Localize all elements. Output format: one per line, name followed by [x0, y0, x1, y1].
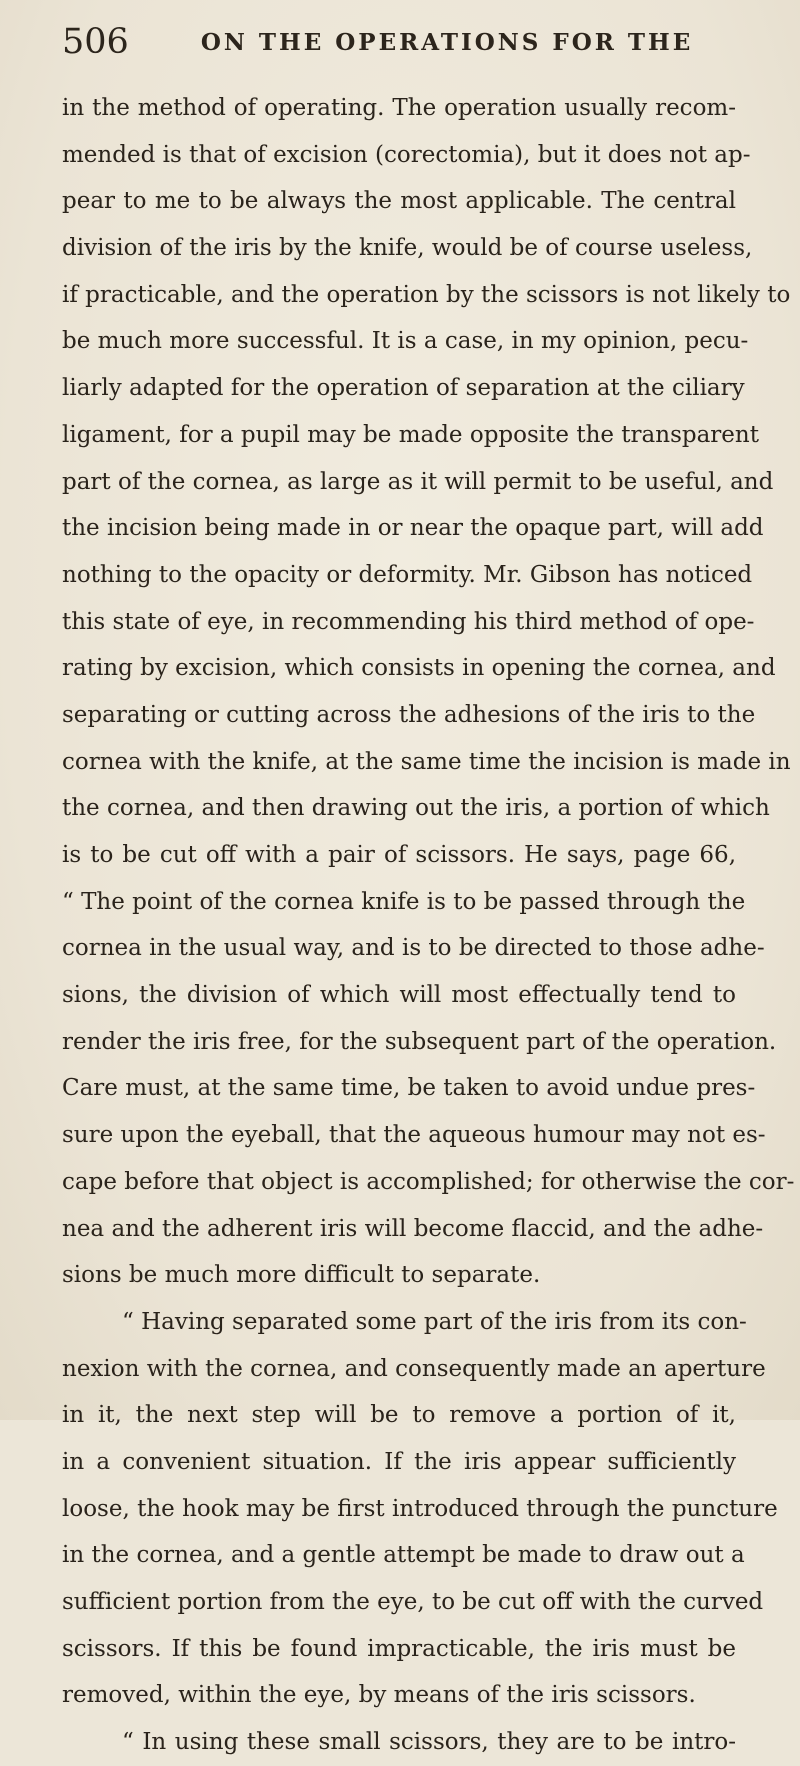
text-line: ligament, for a pupil may be made opposite the transparent — [62, 421, 759, 448]
text-line: this state of eye, in recommending his third method of ope- — [62, 608, 755, 635]
text-line: nea and the adherent iris will become flaccid, and the adhe- — [62, 1215, 764, 1242]
text-line: division of the iris by the knife, would be of course useless, — [62, 235, 753, 262]
text-line: cape before that object is accomplished; for otherwise the cor- — [62, 1168, 795, 1195]
text-line: nothing to the opacity or deformity. Mr. Gibson has noticed — [62, 561, 753, 588]
text-line: sions, the division of which will most effectually tend to — [62, 982, 736, 1009]
text-line: removed, within the eye, by means of the iris scissors. — [62, 1682, 696, 1709]
text-line: “ The point of the cornea knife is to be passed through the — [62, 888, 746, 915]
text-line: rating by excision, which consists in opening the cornea, and — [62, 655, 776, 682]
text-line: render the iris free, for the subsequent part of the operation. — [62, 1028, 777, 1055]
text-line: sufficient portion from the eye, to be cut off with the curved — [62, 1589, 764, 1615]
text-line: liarly adapted for the operation of separation at the ciliary — [62, 375, 745, 402]
text-line: separating or cutting across the adhesions of the iris to the — [62, 701, 756, 728]
text-line: be much more successful. It is a case, in my opinion, pecu- — [62, 328, 749, 355]
text-line: Care must, at the same time, be taken to avoid undue pres- — [62, 1075, 756, 1102]
text-line: part of the cornea, as large as it will permit to be useful, and — [62, 468, 774, 495]
text-line: in the method of operating. The operation usually recom- — [62, 95, 736, 121]
page-header — [62, 20, 702, 64]
text-line: in a convenient situation. If the iris appear sufficiently — [62, 1448, 736, 1475]
text-line: mended is that of excision (corectomia), but it does not ap- — [62, 141, 751, 168]
text-line: the cornea, and then drawing out the iris, a portion of which — [62, 795, 770, 822]
text-line: scissors. If this be found impracticable, the iris must be — [62, 1635, 736, 1662]
text-line: sions be much more difficult to separate. — [62, 1262, 541, 1289]
text-line: “ Having separated some part of the iris from its con- — [122, 1308, 747, 1335]
text-line: nexion with the cornea, and consequently made an aperture — [62, 1355, 766, 1382]
text-line: the incision being made in or near the opaque part, will add — [62, 515, 764, 542]
text-line: in it, the next step will be to remove a portion of it, — [62, 1402, 736, 1429]
text-line: pear to me to be always the most applicable. The central — [62, 188, 736, 215]
text-line: sure upon the eyeball, that the aqueous humour may not es- — [62, 1122, 766, 1149]
text-line: if practicable, and the operation by the scissors is not likely to — [62, 281, 791, 308]
text-line: “ In using these small scissors, they are to be intro- — [122, 1729, 736, 1756]
running-head: ON THE OPERATIONS FOR THE — [200, 28, 694, 56]
text-line: in the cornea, and a gentle attempt be made to draw out a — [62, 1542, 745, 1569]
text-line: loose, the hook may be first introduced through the puncture — [62, 1495, 778, 1522]
text-line: cornea with the knife, at the same time the incision is made in — [62, 748, 791, 775]
body-text — [62, 85, 795, 1766]
text-line: cornea in the usual way, and is to be directed to those adhe- — [62, 935, 765, 962]
page-number: 506 — [62, 22, 129, 62]
text-line: is to be cut off with a pair of scissors. He says, page 66, — [62, 842, 736, 868]
